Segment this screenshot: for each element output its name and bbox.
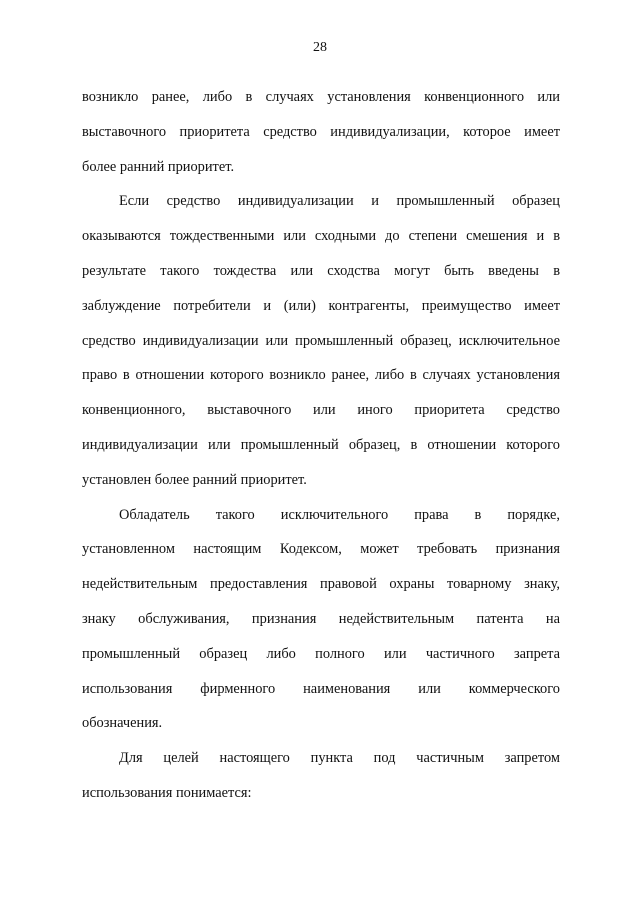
text-line: промышленный образец либо полного или частичного запрета: [82, 645, 560, 662]
text-line: индивидуализации или промышленный образец, в отношении которого: [82, 436, 560, 453]
text-line: выставочного приоритета средство индивидуализации, которое имеет: [82, 123, 560, 140]
text-line: использования фирменного наименования или коммерческого: [82, 680, 560, 697]
text-line: результате такого тождества или сходства могут быть введены в: [82, 262, 560, 279]
document-body: [82, 80, 560, 811]
text-line: средство индивидуализации или промышленный образец, исключительное: [82, 332, 560, 349]
text-line: право в отношении которого возникло ранее, либо в случаях установления: [82, 367, 560, 384]
paragraph-2: [82, 184, 560, 497]
text-line: более ранний приоритет.: [82, 158, 235, 175]
text-line: Для целей настоящего пункта под частичным запретом: [119, 750, 560, 767]
text-line: заблуждение потребители и (или) контрагенты, преимущество имеет: [82, 297, 560, 314]
text-line: обозначения.: [82, 715, 163, 732]
paragraph-1: [82, 80, 560, 184]
page-number: 28: [313, 40, 327, 55]
text-line: установлен более ранний приоритет.: [82, 471, 307, 488]
text-line: Обладатель такого исключительного права в порядке,: [119, 506, 560, 523]
text-line: установленном настоящим Кодексом, может требовать признания: [82, 541, 560, 558]
text-line: знаку обслуживания, признания недействительным патента на: [82, 610, 560, 627]
paragraph-3: [82, 498, 560, 742]
text-line: использования понимается:: [82, 784, 252, 801]
text-line: Если средство индивидуализации и промышленный образец: [119, 193, 560, 210]
text-line: недействительным предоставления правовой охраны товарному знаку,: [82, 576, 560, 593]
paragraph-4: [82, 741, 560, 811]
text-line: оказываются тождественными или сходными до степени смешения и в: [82, 228, 560, 245]
text-line: возникло ранее, либо в случаях установления конвенционного или: [82, 89, 560, 105]
text-line: конвенционного, выставочного или иного приоритета средство: [82, 402, 560, 419]
